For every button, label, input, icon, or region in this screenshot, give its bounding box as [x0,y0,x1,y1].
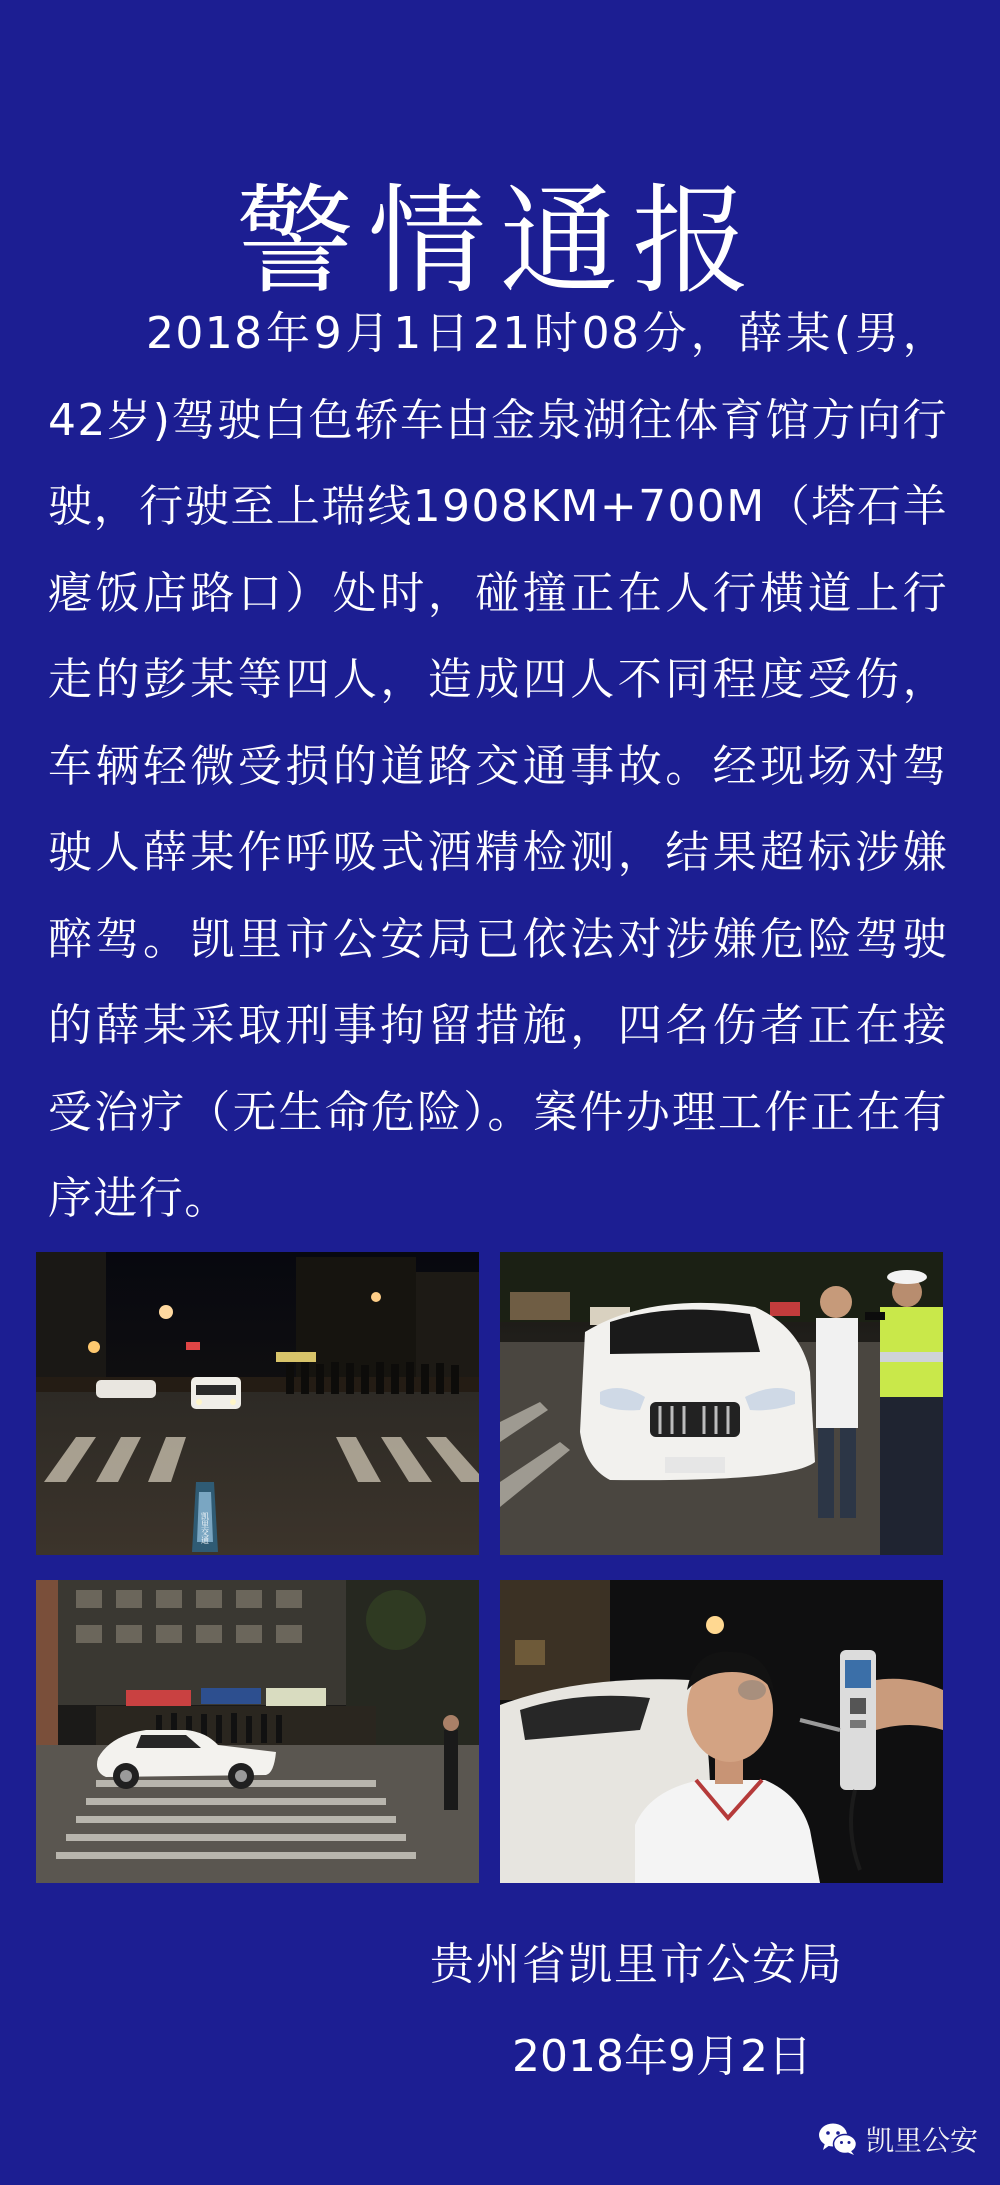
scene-photo-driver-police [500,1252,943,1555]
traffic-sign-text: 凯里交通 [200,1512,210,1544]
issuer-name: 贵州省凯里市公安局 [430,1939,844,1990]
watermark-text: 凯里公安 [865,2124,978,2157]
notice-title: 警情通报 [235,172,764,311]
wechat-icon [818,2122,858,2156]
scene-photo-intersection [36,1252,479,1555]
notice-body: 2018年9月1日21时08分，薛某(男，42岁)驾驶白色轿车由金泉湖往体育馆方向行驶，行驶至上瑞线1908KM+700M（塔石羊瘪饭店路口）处时，碰撞正在人行横道上行走的彭某等四人，造成四人不同程度受伤，车辆轻微受损的道路交通事故。经现场对驾驶人薛某作呼吸式酒精检测，结果超标涉嫌醉驾。凯里市公安局已依法对涉嫌危险驾驶的薛某采取刑事拘留措施，四名伤者正在接受治疗（无生命危险）。案件办理工作正在有序进行。 [48,308,948,1224]
scene-photo-breathalyzer [500,1580,943,1883]
scene-photo-crosswalk [36,1580,479,1883]
issue-date: 2018年9月2日 [512,2031,812,2082]
wechat-watermark [818,2119,978,2159]
